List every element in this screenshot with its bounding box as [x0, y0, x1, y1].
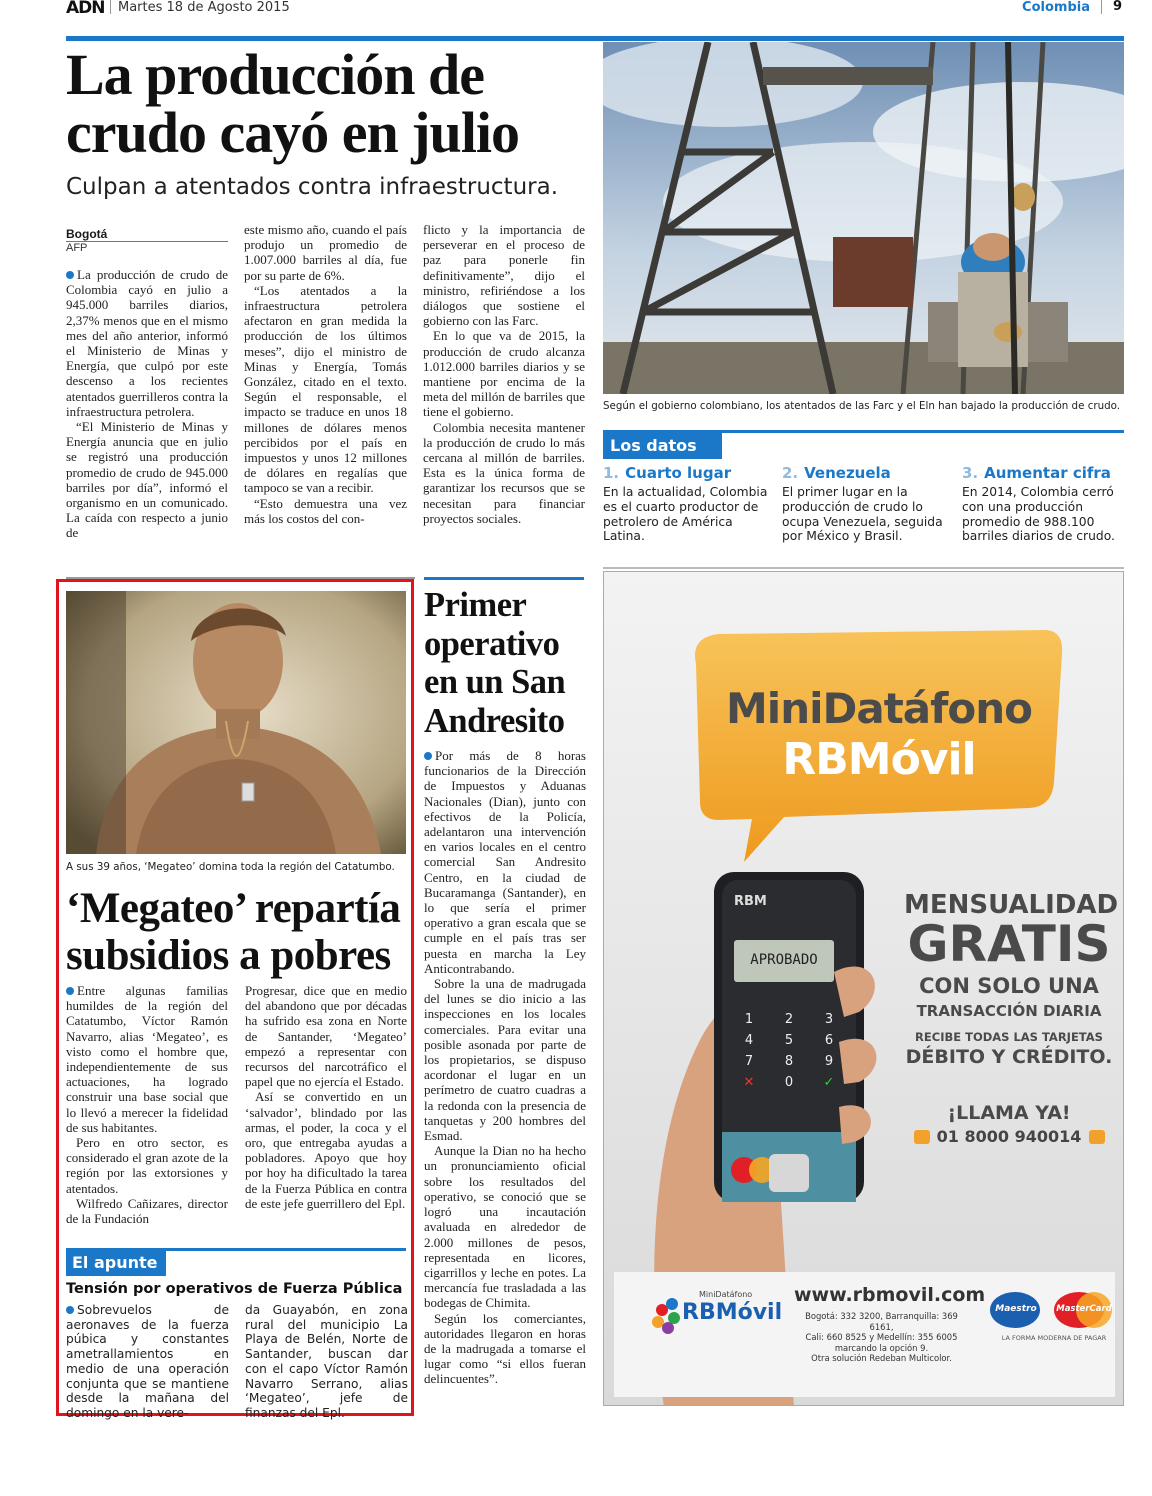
ad-transaccion: TRANSACCIÓN DIARIA — [916, 1002, 1102, 1020]
device-screen: APROBADO — [750, 952, 818, 968]
ad-gratis: GRATIS — [907, 915, 1111, 973]
paragraph: este mismo año, cuando el país produjo un promedio de 1.007.000 barriles al día, fue por su parte de 6%. — [244, 222, 407, 283]
byline-agency: AFP — [66, 242, 88, 254]
ad-url[interactable]: www.rbmovil.com — [794, 1284, 986, 1306]
dato-text: En la actualidad, Colombia es el cuarto productor de petrolero de América Latina. — [603, 485, 768, 544]
megateo-photo — [66, 591, 406, 854]
section-name: Colombia — [1022, 0, 1090, 15]
apunte-tag: El apunte — [66, 1251, 166, 1276]
ad-contact-line: Cali: 660 8525 y Medellín: 355 6005 — [805, 1332, 958, 1342]
oil-rig-illustration — [603, 42, 1124, 394]
keypad-key: ✓ — [823, 1075, 835, 1090]
san-andresito-column — [424, 748, 586, 1387]
apunte-title: Tensión por operativos de Fuerza Pública — [66, 1281, 403, 1297]
dato-title: 1. Cuarto lugar — [603, 464, 732, 482]
ad-llama: ¡LLAMA YA! — [947, 1102, 1071, 1124]
issue-date: Martes 18 de Agosto 2015 — [118, 0, 290, 15]
section-rule — [424, 577, 584, 580]
paragraph: Sobre la una de madrugada del lunes se dio inicio a las inspecciones en los locales comerciales. Para evitar una posible asonada por parte de los propietarios, se dispuso acordonar el lugar en un perímetro de cuatro cuadras a la redonda con la presencia de tanquetas y 200 hombres del Esmad. — [424, 976, 586, 1144]
bullet-icon — [66, 987, 74, 995]
bullet-icon — [424, 752, 432, 760]
ad-logo-small: MiniDatáfono — [699, 1290, 753, 1299]
paragraph: Aunque la Dian no ha hecho un pronunciamiento oficial sobre los resultados del operativo, se conoció que se logró una incautación avaluada en alrededor de 2.000 millones de pesos, representada en licores, cigarrillos y leche en potes. La mercancía fue trasladada a las bodegas de Chimita. — [424, 1143, 586, 1311]
masthead-divider — [110, 0, 111, 14]
main-subhead: Culpan a atentados contra infraestructura. — [66, 174, 559, 200]
paragraph: La producción de crudo de Colombia cayó en julio a 945.000 barriles diarios, 2,37% menos que en el mismo mes del año anterior, informó el Ministerio de Minas y Energía, que culpó por este descenso a los recientes atentados guerrilleros contra la infraestructura petrolera. — [66, 267, 228, 419]
ad-debito: DÉBITO Y CRÉDITO. — [905, 1046, 1113, 1068]
dato-text: En 2014, Colombia cerró con una producción promedio de 988.100 barriles diarios de crudo. — [962, 485, 1115, 544]
keypad-key: 0 — [784, 1075, 794, 1090]
dato-item — [603, 464, 768, 544]
keypad-key: 1 — [744, 1012, 754, 1027]
apunte-column-1: Sobrevuelos de aeronaves de la fuerza púbica y constantes ametrallamientos en medio de una operación conjunta que se mantiene desde la mañana del domingo en la vere- — [66, 1303, 229, 1420]
ad-phone[interactable]: 01 8000 940014 — [936, 1127, 1082, 1146]
bullet-icon — [66, 1306, 74, 1314]
keypad-key: 7 — [744, 1054, 754, 1069]
megateo-portrait — [66, 591, 406, 854]
paragraph: “El Ministerio de Minas y Energía anuncia que en julio se registró una producción promedio de crudo de 945.000 barriles por día”, informó el organismo en un comunicado. La caída con respecto a junio de — [66, 419, 228, 541]
paragraph: Según los comerciantes, autoridades llegaron en horas de la madrugada a tomarse el lugar como “si ellos fueran delincuentes”. — [424, 1310, 586, 1387]
oil-rig-photo — [603, 42, 1124, 394]
dato-item — [962, 464, 1124, 544]
section-rule — [603, 567, 1124, 569]
megateo-headline: ‘Megateo’ repartía subsidios a pobres — [66, 885, 401, 979]
main-column-1 — [66, 267, 228, 541]
dato-item — [782, 464, 947, 544]
maestro-logo: Maestro — [995, 1304, 1037, 1314]
rbmovil-ad[interactable] — [603, 571, 1124, 1406]
keypad-key: 8 — [784, 1054, 794, 1069]
bullet-icon — [66, 271, 74, 279]
ad-contact-line: Otra solución Redeban Multicolor. — [811, 1353, 952, 1363]
main-headline: La producción de crudo cayó en julio — [66, 42, 520, 165]
ad-mensualidad: MENSUALIDAD — [904, 890, 1119, 920]
keypad-key: 4 — [744, 1033, 754, 1048]
card-slogan: LA FORMA MODERNA DE PAGAR — [1001, 1334, 1107, 1342]
ad-logo-big: RBMóvil — [682, 1300, 783, 1325]
ad-contacts — [794, 1311, 969, 1364]
paragraph: Colombia necesita mantener la producción de crudo lo más cercana al millón de barriles. Esta es la única forma de garantizar los recursos que se necesitan para financiar proyectos sociales. — [423, 419, 585, 526]
paragraph: Pero en otro sector, es considerado el gran azote de la región por las extorsiones y atentados. — [66, 1135, 228, 1196]
dato-text: El primer lugar en la producción de crudo lo ocupa Venezuela, seguida por México y Brasil. — [782, 485, 943, 544]
datos-tag: Los datos — [603, 433, 722, 459]
ad-bubble-line1: MiniDatáfono — [726, 684, 1032, 733]
page-number: 9 — [1112, 0, 1122, 14]
keypad-key: ✕ — [743, 1075, 755, 1090]
keypad-key: 5 — [784, 1033, 794, 1048]
paragraph: En lo que va de 2015, la producción de crudo alcanza 1.012.000 barriles diarios y se mantiene por encima de la meta del millón de barriles que tiene el gobierno. — [423, 328, 585, 420]
dato-title: 3. Aumentar cifra — [962, 464, 1111, 482]
paragraph: Progresar, dice que en medio del abandono que por décadas ha sufrido esa zona en Norte de Santander, ‘Megateo’ empezó a representar con recursos del narcotráfico el papel que no ejercía el Estado. — [245, 983, 407, 1090]
paragraph: Por más de 8 horas funcionarios de la Dirección de Impuestos y Aduanas Nacionales (Dian), junto con efectivos de la Policía, adelantaron una intervención en varios locales en el centro comercial San Andresito Centro, en la ciudad de Bucaramanga (Santander), en lo que sería el primer operativo a gran escala que se cumple en el país tras ser puesta en marcha la Ley Anticontrabando. — [424, 748, 586, 976]
ad-recibe: RECIBE TODAS LAS TARJETAS — [915, 1030, 1103, 1044]
keypad-key: 3 — [824, 1012, 834, 1027]
oil-photo-caption: Según el gobierno colombiano, los atentados de las Farc y el Eln han bajado la producción de crudo. — [603, 400, 1121, 412]
ad-contact-line: Bogotá: 332 3200, Barranquilla: 369 6161, — [805, 1311, 958, 1332]
ad-contact-line: marcando la opción 9. — [834, 1342, 929, 1353]
megateo-photo-caption: A sus 39 años, ‘Megateo’ domina toda la región del Catatumbo. — [66, 861, 395, 873]
adn-logo: ADN — [66, 0, 105, 18]
byline-city: Bogotá — [66, 227, 108, 241]
device-brand: RBM — [734, 894, 767, 909]
keypad-key: 6 — [824, 1033, 834, 1048]
dato-title: 2. Venezuela — [782, 464, 891, 482]
masthead-divider — [1101, 0, 1102, 14]
paragraph: “Los atentados a la infraestructura petrolera afectaron en gran medida la producción de los últimos meses”, dijo el ministro de Minas y Energía, Tomás González, citado en el texto. Según el responsable, el impacto se traduce en unos 18 millones de dólares menos percibidos por el país en impuestos y unos 12 millones de dólares en regalías que tampoco se van a recibir. — [244, 282, 407, 496]
ad-con-solo: CON SOLO UNA — [919, 974, 1099, 998]
header-rule — [66, 36, 1124, 41]
megateo-column-1 — [66, 983, 228, 1226]
paragraph: “Esto demuestra una vez más los costos del con- — [244, 495, 407, 526]
paragraph: Wilfredo Cañizares, director de la Fundación — [66, 1195, 228, 1227]
paragraph: flicto y la importancia de perseverar en el proceso de paz para ponerle fin definitivamente”, dijo el ministro, refiriéndose a los diálogos que sostiene el gobierno con las Farc. — [423, 222, 585, 329]
device-keypad — [729, 1012, 849, 1090]
keypad-key: 9 — [824, 1054, 834, 1069]
mastercard-logo: MasterCard — [1056, 1304, 1112, 1314]
san-andresito-headline: Primer operativo en un San Andresito — [424, 586, 566, 740]
apunte-column-2: da Guayabón, en zona rural del municipio La Playa de Belén, Norte de Santander, buscan dar con el capo Víctor Ramón Navarro Serrano, alias ‘Megateo’, jefe de finanzas del Epl. — [245, 1303, 408, 1420]
main-column-3 — [423, 222, 585, 526]
masthead — [66, 0, 1124, 16]
ad-bubble-line2: RBMóvil — [782, 734, 976, 785]
megateo-column-2 — [245, 983, 407, 1211]
paragraph: Así se convertido en un ‘salvador’, blindado por las armas, el poder, la coca y el oro, que entregaba ayudas a pobladores. Apoyo que hoy por hoy ha dificultado la tarea de la Fuerza Pública en contra de este jefe guerrillero del Epl. — [245, 1089, 407, 1211]
main-column-2 — [244, 222, 407, 526]
keypad-key: 2 — [784, 1012, 794, 1027]
paragraph: Entre algunas familias humildes de la región del Catatumbo, Víctor Ramón Navarro, alias ‘Megateo’, es visto como el hombre que, independientemente de sus actuaciones, ha logrado construir una base social que lo llevó a merecer la fidelidad de sus habitantes. — [66, 983, 228, 1135]
